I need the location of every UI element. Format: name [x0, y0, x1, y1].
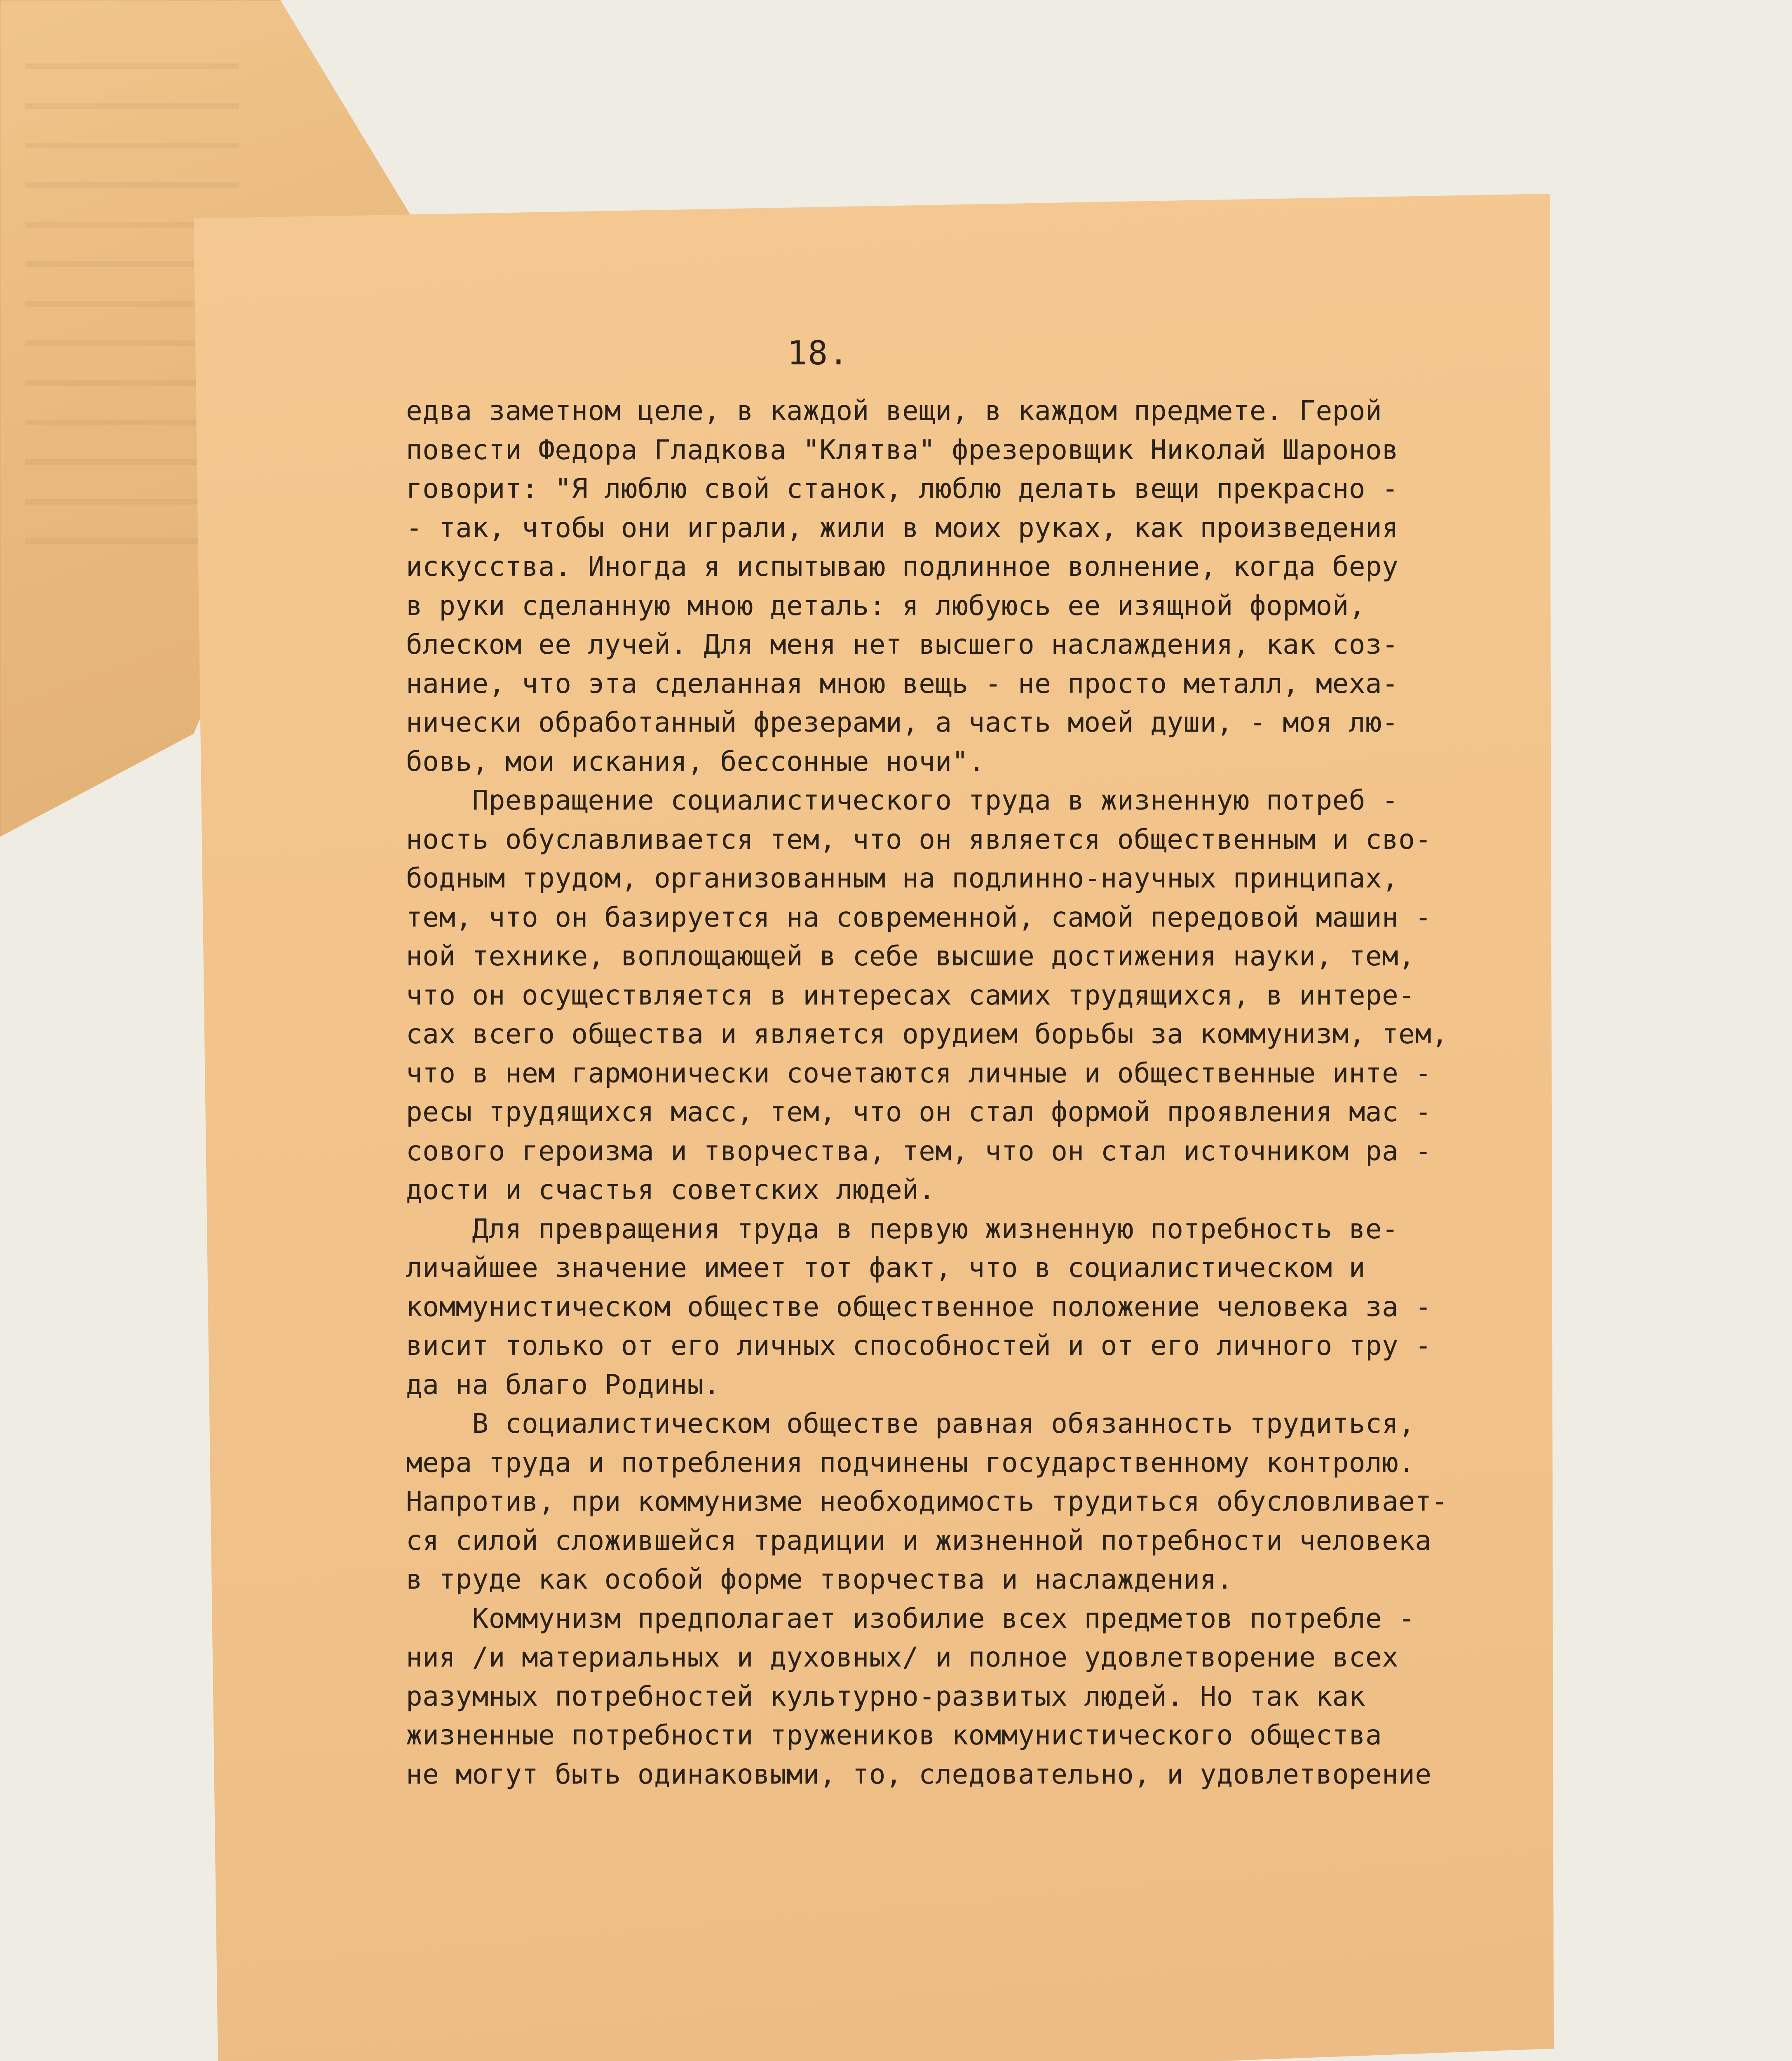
text-line: личайшее значение имеет тот факт, что в социалистическом и [406, 1252, 1365, 1284]
text-line: Напротив, при коммунизме необходимость трудиться обусловливает- [406, 1486, 1448, 1517]
text-line: дости и счастья советских людей. [406, 1174, 936, 1206]
text-line: жизненные потребности тружеников коммунистического общества [406, 1719, 1382, 1751]
text-line: сового героизма и творчества, тем, что он стал источником ра - [406, 1135, 1432, 1167]
text-line: едва заметном целе, в каждой вещи, в каждом предмете. Герой [406, 395, 1382, 427]
text-line: Для превращения труда в первую жизненную потребность ве- [406, 1213, 1399, 1245]
text-line: тем, что он базируется на современной, самой передовой машин - [406, 901, 1432, 933]
text-line: разумных потребностей культурно-развитых людей. Но так как [406, 1680, 1365, 1712]
text-line: Коммунизм предполагает изобилие всех предметов потребле - [406, 1602, 1415, 1634]
text-line: ность обуславливается тем, что он является общественным и сво- [406, 823, 1432, 855]
typewritten-text [406, 392, 1461, 1794]
text-line: в труде как особой форме творчества и наслаждения. [406, 1563, 1233, 1595]
text-line: в руки сделанную мною деталь: я любуюсь ее изящной формой, [406, 589, 1365, 622]
text-line: бодным трудом, организованным на подлинно-научных принципах, [406, 862, 1399, 894]
text-line: сах всего общества и является орудием борьбы за коммунизм, тем, [406, 1018, 1448, 1050]
text-line: Превращение социалистического труда в жизненную потреб - [406, 784, 1399, 816]
text-line: что в нем гармонически сочетаются личные и общественные инте - [406, 1057, 1432, 1089]
text-line: висит только от его личных способностей и от его личного тру - [406, 1330, 1432, 1361]
text-line: коммунистическом обществе общественное положение человека за - [406, 1291, 1432, 1323]
text-line: В социалистическом обществе равная обязанность трудиться, [406, 1408, 1415, 1439]
text-line: - так, чтобы они играли, жили в моих руках, как произведения [406, 512, 1399, 544]
text-line: не могут быть одинаковыми, то, следовательно, и удовлетворение [406, 1758, 1432, 1790]
text-line: бовь, мои искания, бессонные ночи". [406, 745, 985, 777]
text-line: повести Федора Гладкова "Клятва" фрезеровщик Николай Шаронов [406, 434, 1399, 466]
text-line: блеском ее лучей. Для меня нет высшего наслаждения, как соз- [406, 629, 1399, 660]
text-line: говорит: "Я люблю свой станок, люблю делать вещи прекрасно - [406, 473, 1399, 505]
text-line: ной технике, воплощающей в себе высшие достижения науки, тем, [406, 940, 1415, 972]
text-line: мера труда и потребления подчинены государственному контролю. [406, 1446, 1415, 1479]
text-line: да на благо Родины. [406, 1369, 720, 1401]
text-line: ресы трудящихся масс, тем, что он стал формой проявления мас - [406, 1096, 1432, 1128]
text-line: что он осуществляется в интересах самих трудящихся, в интере- [406, 979, 1415, 1011]
page-number: 18. [787, 334, 849, 372]
text-line: ся силой сложившейся традиции и жизненной потребности человека [406, 1524, 1432, 1556]
text-line: искусства. Иногда я испытываю подлинное волнение, когда беру [406, 551, 1399, 582]
text-line: ния /и материальных и духовных/ и полное удовлетворение всех [406, 1641, 1399, 1673]
text-line: нание, что эта сделанная мною вещь - не просто металл, меха- [406, 667, 1399, 700]
text-line: нически обработанный фрезерами, а часть моей души, - моя лю- [406, 707, 1399, 738]
